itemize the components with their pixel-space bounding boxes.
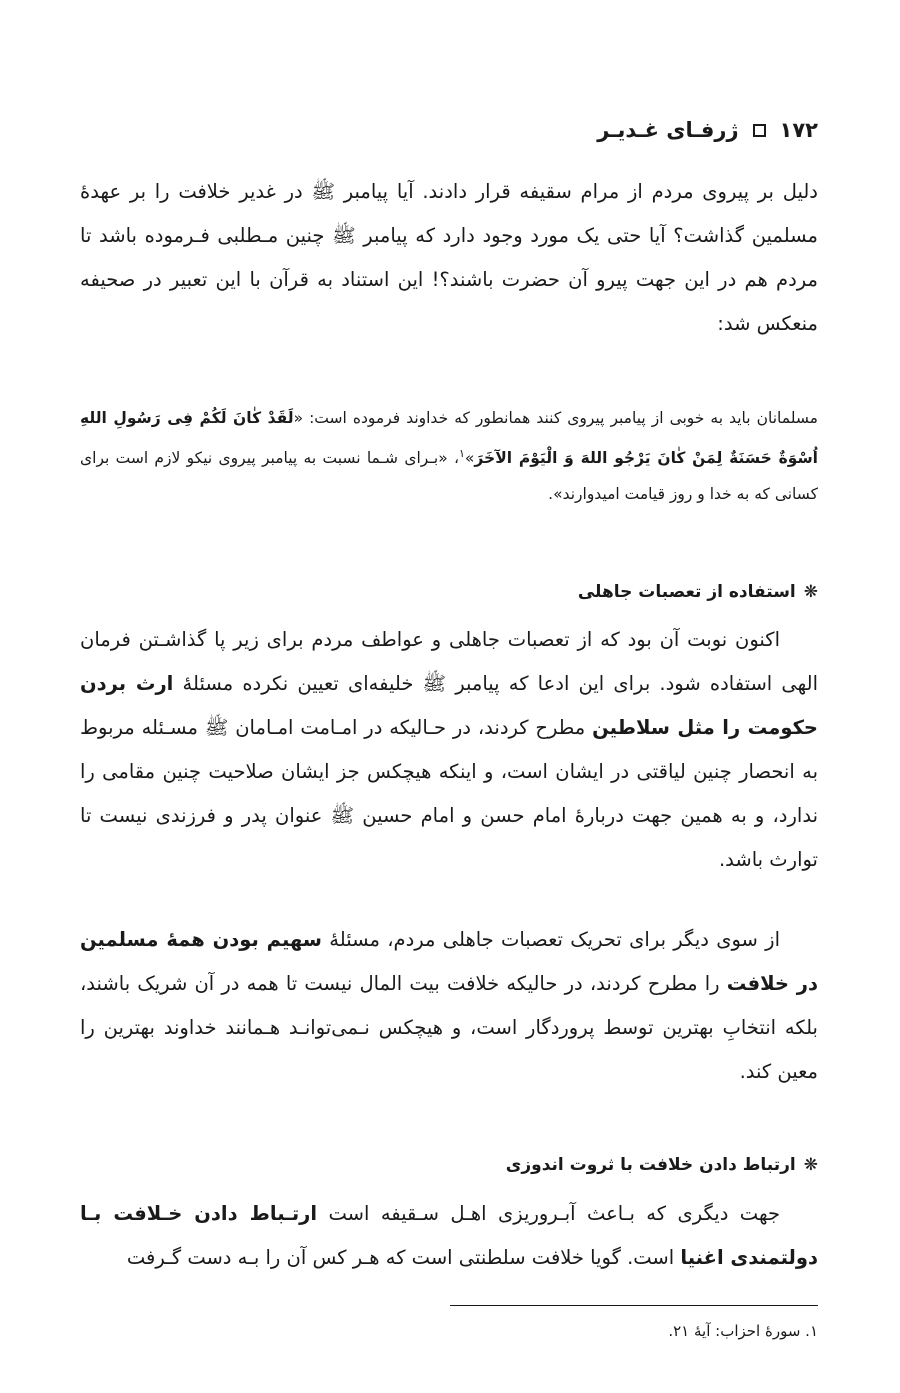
quote-block bbox=[80, 400, 818, 512]
square-separator-icon bbox=[753, 124, 766, 137]
footnote-divider bbox=[450, 1305, 818, 1306]
paragraph-text: را مطرح کردند، در حالیکه خلافت بیت المال نیست تا همه در آن شریک باشند، بلکه انتخابِ بهترین توسط پروردگار است، و هیچکس نـمی‌توانـد هـمانند خداوند بهترین را معین کند. bbox=[80, 972, 818, 1083]
paragraph-text: از سوی دیگر برای تحریک تعصبات جاهلی مردم، مسئلهٔ bbox=[322, 928, 781, 951]
paragraph-text: اکنون نوبت آن بود که از تعصبات جاهلی و عواطف مردم برای زیر پا گذاشـتن فرمان الهی استفاده شود. برای این ادعا که پیامبر ﷺ خلیفه‌ای تعیین نکرده مسئلهٔ bbox=[80, 628, 818, 695]
section-title: استفاده از تعصبات جاهلی bbox=[577, 582, 796, 602]
quote-lead: مسلمانان باید به خوبی از پیامبر پیروی کنند همانطور که خداوند فرموده است: « bbox=[293, 409, 818, 427]
intro-text: دلیل بر پیروی مردم از مرام سقیفه قرار دادند. آیا پیامبر ﷺ در غدیر خلافت را بر عهدهٔ مسلمین گذاشت؟ آیا حتی یک مورد وجود دارد که پیامبر ﷺ چنین مـطلبی فـرموده باشد تا مردم هم در این جهت پیرو آن حضرت باشند؟! این استناد به قرآن با این تعبیر در صحیفه منعکس شد: bbox=[80, 180, 818, 335]
paragraph-text: جهت دیگری که بـاعث آبـروریزی اهـل سـقیفه است bbox=[317, 1202, 780, 1225]
paragraph-text: است. گویا خلافت سلطنتی است که هـر کس آن را بـه دست گـرفت bbox=[126, 1246, 681, 1269]
section2-paragraph-1 bbox=[80, 1192, 818, 1280]
quote-close: » bbox=[464, 449, 475, 468]
quran-verse: لَقَدْ کٰانَ لَکُمْ فِی رَسُولِ اللهِ اُسْوَةٌ حَسَنَةٌ لِمَنْ کٰانَ یَرْجُو اللهَ وَ الْیَوْمَ الآخَرَ bbox=[80, 409, 818, 468]
asterisk-icon: ❋ bbox=[803, 582, 818, 602]
emphasis-text: ارث بردن حکومت را مثل سلاطین bbox=[80, 672, 818, 739]
emphasis-text: ارتـباط دادن خـلافت بـا دولتمندی اغنیا bbox=[80, 1202, 818, 1269]
footnote-marker: ۱ bbox=[459, 447, 465, 460]
emphasis-text: سهیم بودن همهٔ مسلمین در خلافت bbox=[80, 928, 818, 995]
intro-paragraph bbox=[80, 170, 818, 346]
page-number: ۱۷۲ bbox=[779, 118, 818, 142]
footnote-text: ۱. سورهٔ احزاب: آیهٔ ۲۱. bbox=[668, 1322, 818, 1340]
running-header bbox=[597, 118, 818, 142]
paragraph-text: مطرح کردند، در حـالیکه در امـامت امـامان ﷺ مسـئله مربوط به انحصار چنین لیاقتی در ایشان است، و اینکه هیچکس جز ایشان صلاحیت چنین مقامی را ندارد، و به همین جهت دربارهٔ امام حسن و امام حسین ﷺ عنوان پدر و فرزندی نیست تا توارث باشد. bbox=[80, 716, 818, 871]
section-heading-jahili bbox=[578, 582, 818, 602]
quote-translation: ، «بـرای شـما نسبت به پیامبر پیروی نیکو لازم است برای کسانی که به خدا و روز قیامت امیدوارند». bbox=[80, 449, 818, 504]
section-heading-tharwat bbox=[506, 1155, 818, 1175]
section1-paragraph-2 bbox=[80, 918, 818, 1094]
section1-paragraph-1 bbox=[80, 618, 818, 882]
book-page bbox=[80, 0, 818, 1393]
asterisk-icon: ❋ bbox=[803, 1155, 818, 1175]
book-title: ژرفـای غـدیـر bbox=[597, 118, 739, 142]
section-title: ارتباط دادن خلافت با ثروت اندوزی bbox=[505, 1155, 796, 1175]
footnote bbox=[668, 1322, 818, 1340]
